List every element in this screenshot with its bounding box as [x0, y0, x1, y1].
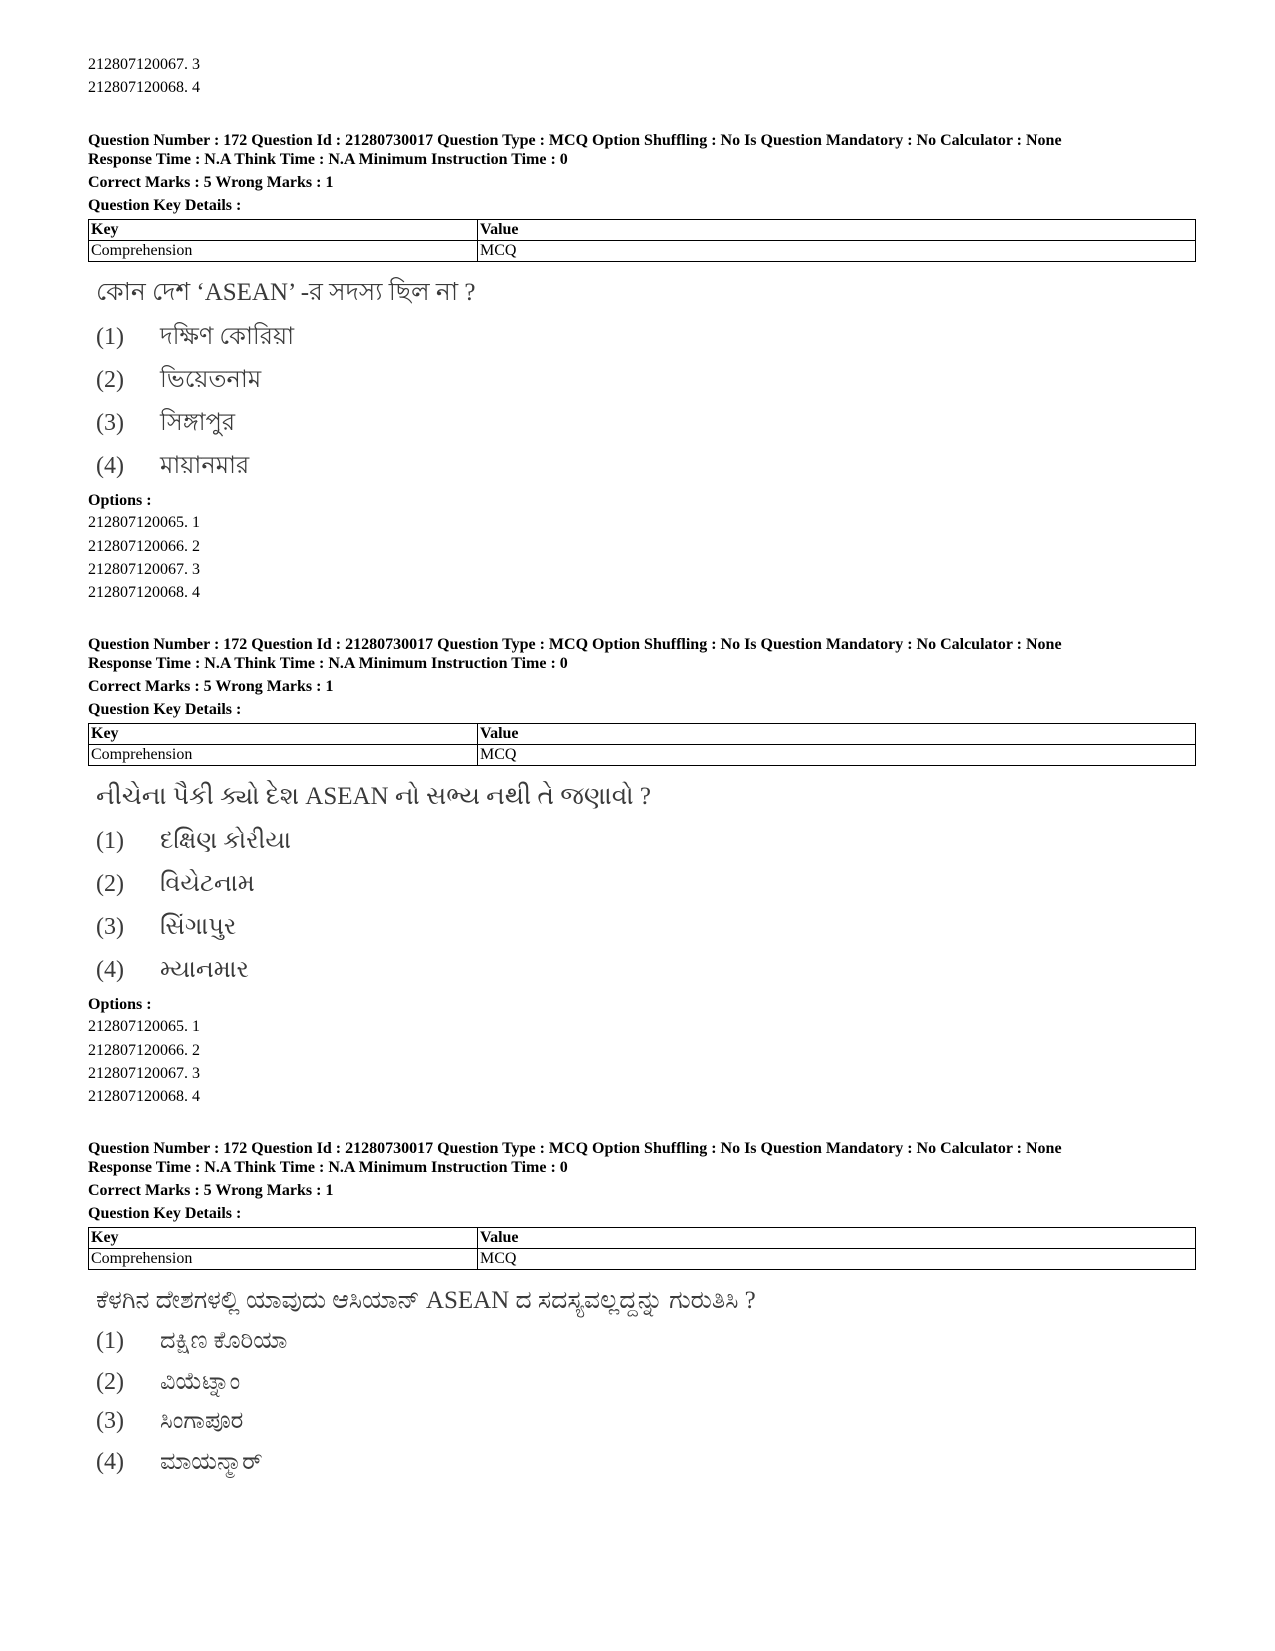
choice-text: દક્ષિણ કોરીયા — [160, 828, 291, 854]
option-line: 212807120065. 1 — [88, 1018, 200, 1035]
choice-number: (1) — [96, 324, 124, 350]
choice-text: মায়ানমার — [160, 453, 250, 479]
choice-text: વિયેટનામ — [160, 871, 255, 897]
key-details-label: Question Key Details : — [88, 701, 242, 718]
table-cell-key: Comprehension — [89, 1249, 478, 1270]
table-header-value: Value — [478, 724, 1196, 745]
option-line: 212807120067. 3 — [88, 56, 200, 73]
choice-text: ದಕ್ಷಿಣ ಕೊರಿಯಾ — [160, 1328, 288, 1354]
question-header-line2: Response Time : N.A Think Time : N.A Minimum Instruction Time : 0 — [88, 655, 568, 672]
choice-item — [96, 1367, 240, 1397]
question-header-line1: Question Number : 172 Question Id : 21280730017 Question Type : MCQ Option Shuffling : No Is Question Mandatory : No Calculator : None — [88, 636, 1062, 653]
choice-item — [96, 1447, 263, 1477]
table-row — [89, 745, 1196, 766]
option-line: 212807120066. 2 — [88, 538, 200, 555]
choice-number: (3) — [96, 914, 124, 940]
table-cell-value: MCQ — [478, 745, 1196, 766]
choice-text: સિંગાપુર — [160, 914, 237, 940]
table-header-value: Value — [478, 1228, 1196, 1249]
option-line: 212807120068. 4 — [88, 79, 200, 96]
choice-item — [96, 322, 294, 352]
marks-line: Correct Marks : 5 Wrong Marks : 1 — [88, 174, 334, 191]
option-line: 212807120068. 4 — [88, 1088, 200, 1105]
choice-text: ವಿಯೆಟ್ನಾಂ — [160, 1369, 241, 1395]
choice-text: সিঙ্গাপুর — [160, 410, 236, 436]
choice-item — [96, 955, 249, 985]
choice-number: (1) — [96, 1328, 124, 1354]
marks-line: Correct Marks : 5 Wrong Marks : 1 — [88, 1182, 334, 1199]
choice-number: (2) — [96, 871, 124, 897]
choice-text: ಮಾಯನ್ಮಾರ್ — [160, 1449, 263, 1475]
table-header-key: Key — [89, 220, 478, 241]
key-details-table — [88, 1227, 1196, 1270]
options-label: Options : — [88, 996, 152, 1013]
choice-item — [96, 1406, 243, 1436]
choice-number: (2) — [96, 367, 124, 393]
choice-item — [96, 408, 235, 438]
key-details-table — [88, 219, 1196, 262]
table-row — [89, 241, 1196, 262]
choice-item — [96, 826, 291, 856]
table-header-row — [89, 1228, 1196, 1249]
choice-number: (4) — [96, 1449, 124, 1475]
question-text: ಕೆಳಗಿನ ದೇಶಗಳಲ್ಲಿ ಯಾವುದು ಆಸಿಯಾನ್ ASEAN ದ ಸದಸ್ಯವಲ್ಲದ್ದನ್ನು ಗುರುತಿಸಿ ? — [96, 1287, 756, 1314]
table-row — [89, 1249, 1196, 1270]
choice-number: (1) — [96, 828, 124, 854]
option-line: 212807120068. 4 — [88, 584, 200, 601]
question-header-line2: Response Time : N.A Think Time : N.A Minimum Instruction Time : 0 — [88, 1159, 568, 1176]
table-header-row — [89, 220, 1196, 241]
table-header-value: Value — [478, 220, 1196, 241]
choice-number: (4) — [96, 453, 124, 479]
table-header-key: Key — [89, 724, 478, 745]
choice-number: (3) — [96, 1408, 124, 1434]
question-text: નીચેના પૈકી ક્યો દેશ ASEAN નો સભ્ય નથી તે જણાવો ? — [96, 783, 651, 810]
choice-number: (2) — [96, 1369, 124, 1395]
choice-item — [96, 1326, 287, 1356]
choice-text: ಸಿಂಗಾಪೂರ — [160, 1408, 244, 1434]
choice-item — [96, 365, 261, 395]
choice-item — [96, 912, 236, 942]
choice-number: (3) — [96, 410, 124, 436]
choice-item — [96, 869, 255, 899]
choice-text: দক্ষিণ কোরিয়া — [160, 324, 295, 350]
key-details-label: Question Key Details : — [88, 197, 242, 214]
key-details-label: Question Key Details : — [88, 1205, 242, 1222]
options-label: Options : — [88, 492, 152, 509]
option-line: 212807120067. 3 — [88, 1065, 200, 1082]
option-line: 212807120067. 3 — [88, 561, 200, 578]
table-header-key: Key — [89, 1228, 478, 1249]
choice-text: ভিয়েতনাম — [160, 367, 262, 393]
choice-number: (4) — [96, 957, 124, 983]
choice-item — [96, 451, 249, 481]
choice-text: મ્યાનમાર — [160, 957, 249, 983]
option-line: 212807120065. 1 — [88, 514, 200, 531]
table-cell-value: MCQ — [478, 241, 1196, 262]
question-text: কোন দেশ ‘ASEAN’ -র সদস্য ছিল না ? — [96, 279, 476, 306]
table-cell-key: Comprehension — [89, 241, 478, 262]
question-header-line2: Response Time : N.A Think Time : N.A Minimum Instruction Time : 0 — [88, 151, 568, 168]
question-header-line1: Question Number : 172 Question Id : 21280730017 Question Type : MCQ Option Shuffling : No Is Question Mandatory : No Calculator : None — [88, 132, 1062, 149]
table-cell-key: Comprehension — [89, 745, 478, 766]
marks-line: Correct Marks : 5 Wrong Marks : 1 — [88, 678, 334, 695]
table-cell-value: MCQ — [478, 1249, 1196, 1270]
question-header-line1: Question Number : 172 Question Id : 21280730017 Question Type : MCQ Option Shuffling : No Is Question Mandatory : No Calculator : None — [88, 1140, 1062, 1157]
key-details-table — [88, 723, 1196, 766]
option-line: 212807120066. 2 — [88, 1042, 200, 1059]
table-header-row — [89, 724, 1196, 745]
